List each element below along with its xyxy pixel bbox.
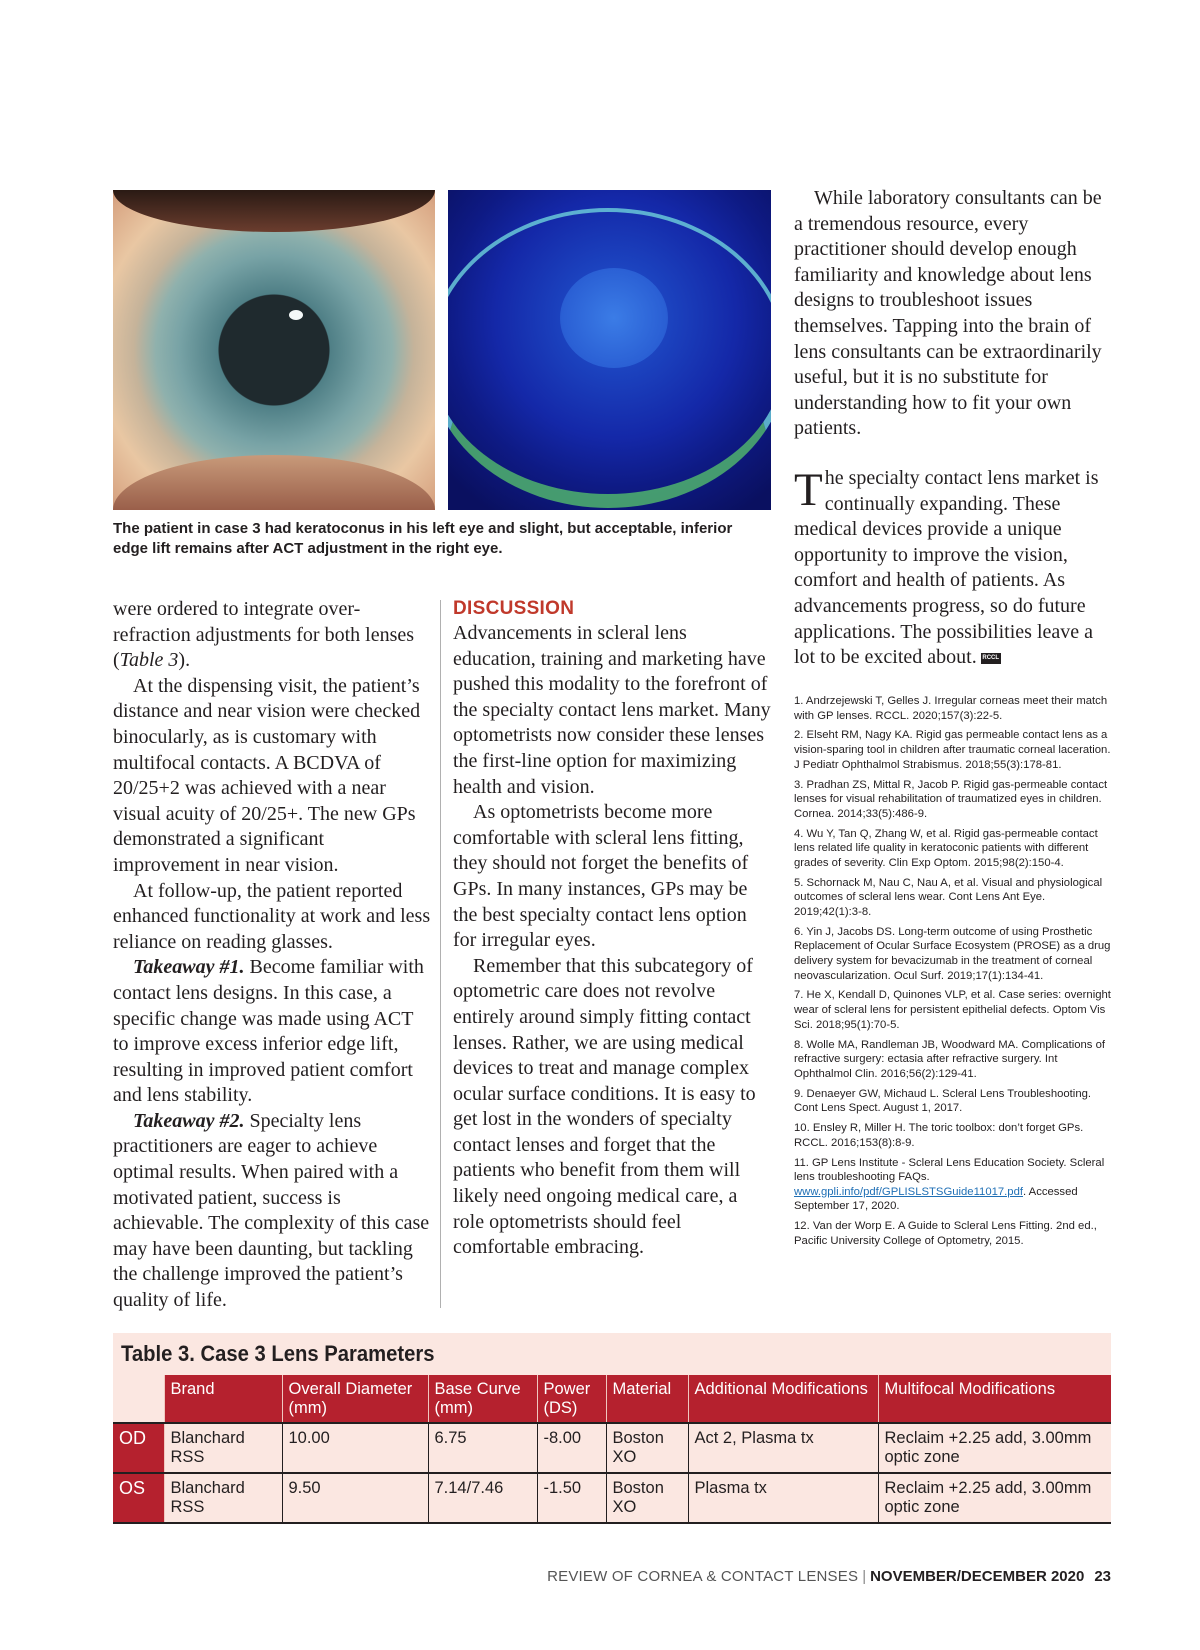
table-cell: Boston XO <box>606 1423 688 1473</box>
paragraph-text: ). <box>178 649 191 672</box>
table-cell: Act 2, Plasma tx <box>688 1423 878 1473</box>
paragraph <box>113 955 431 1109</box>
table-title <box>113 1333 1111 1375</box>
paragraph: While laboratory consultants can be a tremendous resource, every practitioner should develop enough familiarity and knowledge about lens designs to troubleshoot issues themselves. Tapping into the brain of lens consultants can be extraordinarily useful, but it is no substitute for understanding how to fit your own patients. <box>794 187 1102 440</box>
column-divider <box>440 600 441 1308</box>
keratoconus-eye-photo <box>113 190 435 510</box>
paragraph <box>794 463 1114 671</box>
reference <box>794 1156 1112 1214</box>
table-cell: 10.00 <box>282 1423 428 1473</box>
drop-cap: T <box>794 463 823 516</box>
paragraph-text: were ordered to integrate over-refraction adjustments for both lenses ( <box>113 598 415 672</box>
table-cell: Blanchard RSS <box>164 1473 282 1523</box>
table-cell: Reclaim +2.25 add, 3.00mm optic zone <box>878 1473 1111 1523</box>
table-cell: -8.00 <box>537 1423 606 1473</box>
corneal-reflection <box>289 310 303 320</box>
reference: 3. Pradhan ZS, Mittal R, Jacob P. Rigid gas-permeable contact lenses for visual rehabilitation of traumatized eyes in children. Cornea. 2014;33(5):486-9. <box>794 778 1108 820</box>
section-heading: DISCUSSION <box>453 598 575 619</box>
reference-text: . Accessed September 17, 2020. <box>794 1185 1078 1213</box>
table-cell: Boston XO <box>606 1473 688 1523</box>
paragraph: Remember that this subcategory of optometric care does not revolve entirely around simply fitting contact lenses. Rather, we are using medical devices to treat and manage complex ocular surface conditions. It is easy to get lost in the wonders of specialty contact lenses and forget that the patients who benefit from them will likely need ongoing medical care, a role optometrists should feel comfortable embracing. <box>453 954 756 1259</box>
reference: 5. Schornack M, Nau C, Nau A, et al. Visual and physiological outcomes of scleral lens wear. Cont Lens Ant Eye. 2019;42(1):3-8. <box>794 876 1103 918</box>
fluorescein-lens-photo <box>448 190 771 510</box>
eye-label: OS <box>113 1473 164 1523</box>
reference: 2. Elseht RM, Nagy KA. Rigid gas permeable contact lens as a vision-sparing tool in children after traumatic corneal laceration. J Pediatr Ophthalmol Strabismus. 2018;55(3):178-81. <box>794 729 1111 771</box>
parameters-grid <box>113 1375 1111 1524</box>
column-header: Overall Diameter (mm) <box>282 1375 428 1423</box>
column-header: Additional Modifications <box>688 1375 878 1423</box>
reference: 7. He X, Kendall D, Quinones VLP, et al. Case series: overnight wear of scleral lens for persistent epithelial defects. Optom Vis Sci. 2018;95(1):70-5. <box>794 989 1111 1031</box>
page-number: 23 <box>1094 1568 1111 1585</box>
table-reference: Table 3 <box>119 649 179 672</box>
lower-eyelid <box>113 455 435 510</box>
lens-parameters-table <box>113 1333 1111 1521</box>
column-header: Brand <box>164 1375 282 1423</box>
reference: 4. Wu Y, Tan Q, Zhang W, et al. Rigid gas-permeable contact lens related life quality in keratoconic patients with different grades of severity. Clin Exp Optom. 2015;98(2):150-4. <box>794 827 1098 869</box>
table-header-row <box>113 1375 1111 1423</box>
table-row <box>113 1473 1111 1523</box>
reference-list <box>794 694 1112 1254</box>
page-footer <box>547 1568 1111 1585</box>
table-cell: Plasma tx <box>688 1473 878 1523</box>
paragraph-text: he specialty contact lens market is continually expanding. These medical devices provide a unique opportunity to improve the vision, comfort and health of patients. As advancements progress, so do future applications. The possibilities leave a lot to be excited about. <box>794 466 1099 669</box>
takeaway-text: Become familiar with contact lens designs. In this case, a specific change was made using ACT to improve excess inferior edge lift, resulting in improved patient comfort and lens stability. <box>113 956 424 1107</box>
end-of-article-mark: RCCL <box>981 653 1001 664</box>
reference-text: 11. GP Lens Institute - Scleral Lens Education Society. Scleral lens troubleshooting FAQs. <box>794 1156 1105 1184</box>
body-column-1 <box>113 597 431 1314</box>
takeaway-label: Takeaway #2. <box>133 1109 245 1132</box>
table-row <box>113 1423 1111 1473</box>
paragraph: Advancements in scleral lens education, training and marketing have pushed this modality to the forefront of the specialty contact lens market. Many optometrists now consider these lenses the first-line option for maximizing health and vision. <box>453 622 771 798</box>
table-cell: 6.75 <box>428 1423 537 1473</box>
table-cell: Reclaim +2.25 add, 3.00mm optic zone <box>878 1423 1111 1473</box>
paragraph: As optometrists become more comfortable with scleral lens fitting, they should not forget the benefits of GPs. In many instances, GPs may be the best specialty contact lens option for irregular eyes. <box>453 801 749 952</box>
optic-zone <box>560 268 668 368</box>
reference: 8. Wolle MA, Randleman JB, Woodward MA. Complications of refractive surgery: ectasia after refractive surgery. Int Ophthalmol Clin. 2016;56(2):129-41. <box>794 1038 1106 1080</box>
column-header: Base Curve (mm) <box>428 1375 537 1423</box>
table-title-text: Table 3. Case 3 Lens Parameters <box>121 1341 435 1366</box>
paragraph: At follow-up, the patient reported enhanced functionality at work and less reliance on reading glasses. <box>113 879 431 953</box>
table-cell: 9.50 <box>282 1473 428 1523</box>
upper-eyelid <box>113 190 435 232</box>
reference: 1. Andrzejewski T, Gelles J. Irregular corneas meet their match with GP lenses. RCCL. 2020;157(3):22-5. <box>794 695 1108 722</box>
column-header: Material <box>606 1375 688 1423</box>
figure-caption: The patient in case 3 had keratoconus in his left eye and slight, but acceptable, inferior edge lift remains after ACT adjustment in the right eye. <box>113 520 733 557</box>
issue-date: NOVEMBER/DECEMBER 2020 <box>870 1568 1085 1585</box>
reference: 12. Van der Worp E. A Guide to Scleral Lens Fitting. 2nd ed., Pacific University College of Optometry, 2015. <box>794 1220 1097 1247</box>
column-header: Power (DS) <box>537 1375 606 1423</box>
paragraph <box>113 1109 431 1314</box>
column-header: Multifocal Modifications <box>878 1375 1111 1423</box>
eye-label: OD <box>113 1423 164 1473</box>
table-cell: Blanchard RSS <box>164 1423 282 1473</box>
paragraph <box>113 597 431 674</box>
body-column-3 <box>794 186 1114 671</box>
reference-link[interactable]: www.gpli.info/pdf/GPLISLSTSGuide11017.pdf <box>794 1185 1024 1198</box>
takeaway-text: Specialty lens practitioners are eager to achieve optimal results. When paired with a motivated patient, success is achievable. The complexity of this case may have been daunting, but tackling the challenge improved the patient’s quality of life. <box>113 1109 430 1312</box>
footer-separator: | <box>862 1568 867 1585</box>
reference: 9. Denaeyer GW, Michaud L. Scleral Lens Troubleshooting. Cont Lens Spect. August 1, 2017. <box>794 1087 1092 1115</box>
table-cell: 7.14/7.46 <box>428 1473 537 1523</box>
paragraph: At the dispensing visit, the patient’s distance and near vision were checked binocularly, as is customary with multifocal contacts. A BCDVA of 20/25+2 was achieved with a near visual acuity of 20/25+. The new GPs demonstrated a significant improvement in near vision. <box>113 674 421 876</box>
reference: 6. Yin J, Jacobs DS. Long-term outcome of using Prosthetic Replacement of Ocular Surface Ecosystem (PROSE) as a drug delivery system for bevacizumab in the treatment of corneal neovascularization. Ocul Surf. 2019;17(1):134-41. <box>794 925 1111 982</box>
publication-name: REVIEW OF CORNEA & CONTACT LENSES <box>547 1568 859 1585</box>
reference: 10. Ensley R, Miller H. The toric toolbox: don’t forget GPs. RCCL. 2016;153(8):8-9. <box>794 1122 1084 1149</box>
body-column-2 <box>453 597 771 1261</box>
table-corner-cell <box>113 1375 164 1423</box>
takeaway-label: Takeaway #1. <box>133 956 245 979</box>
table-cell: -1.50 <box>537 1473 606 1523</box>
